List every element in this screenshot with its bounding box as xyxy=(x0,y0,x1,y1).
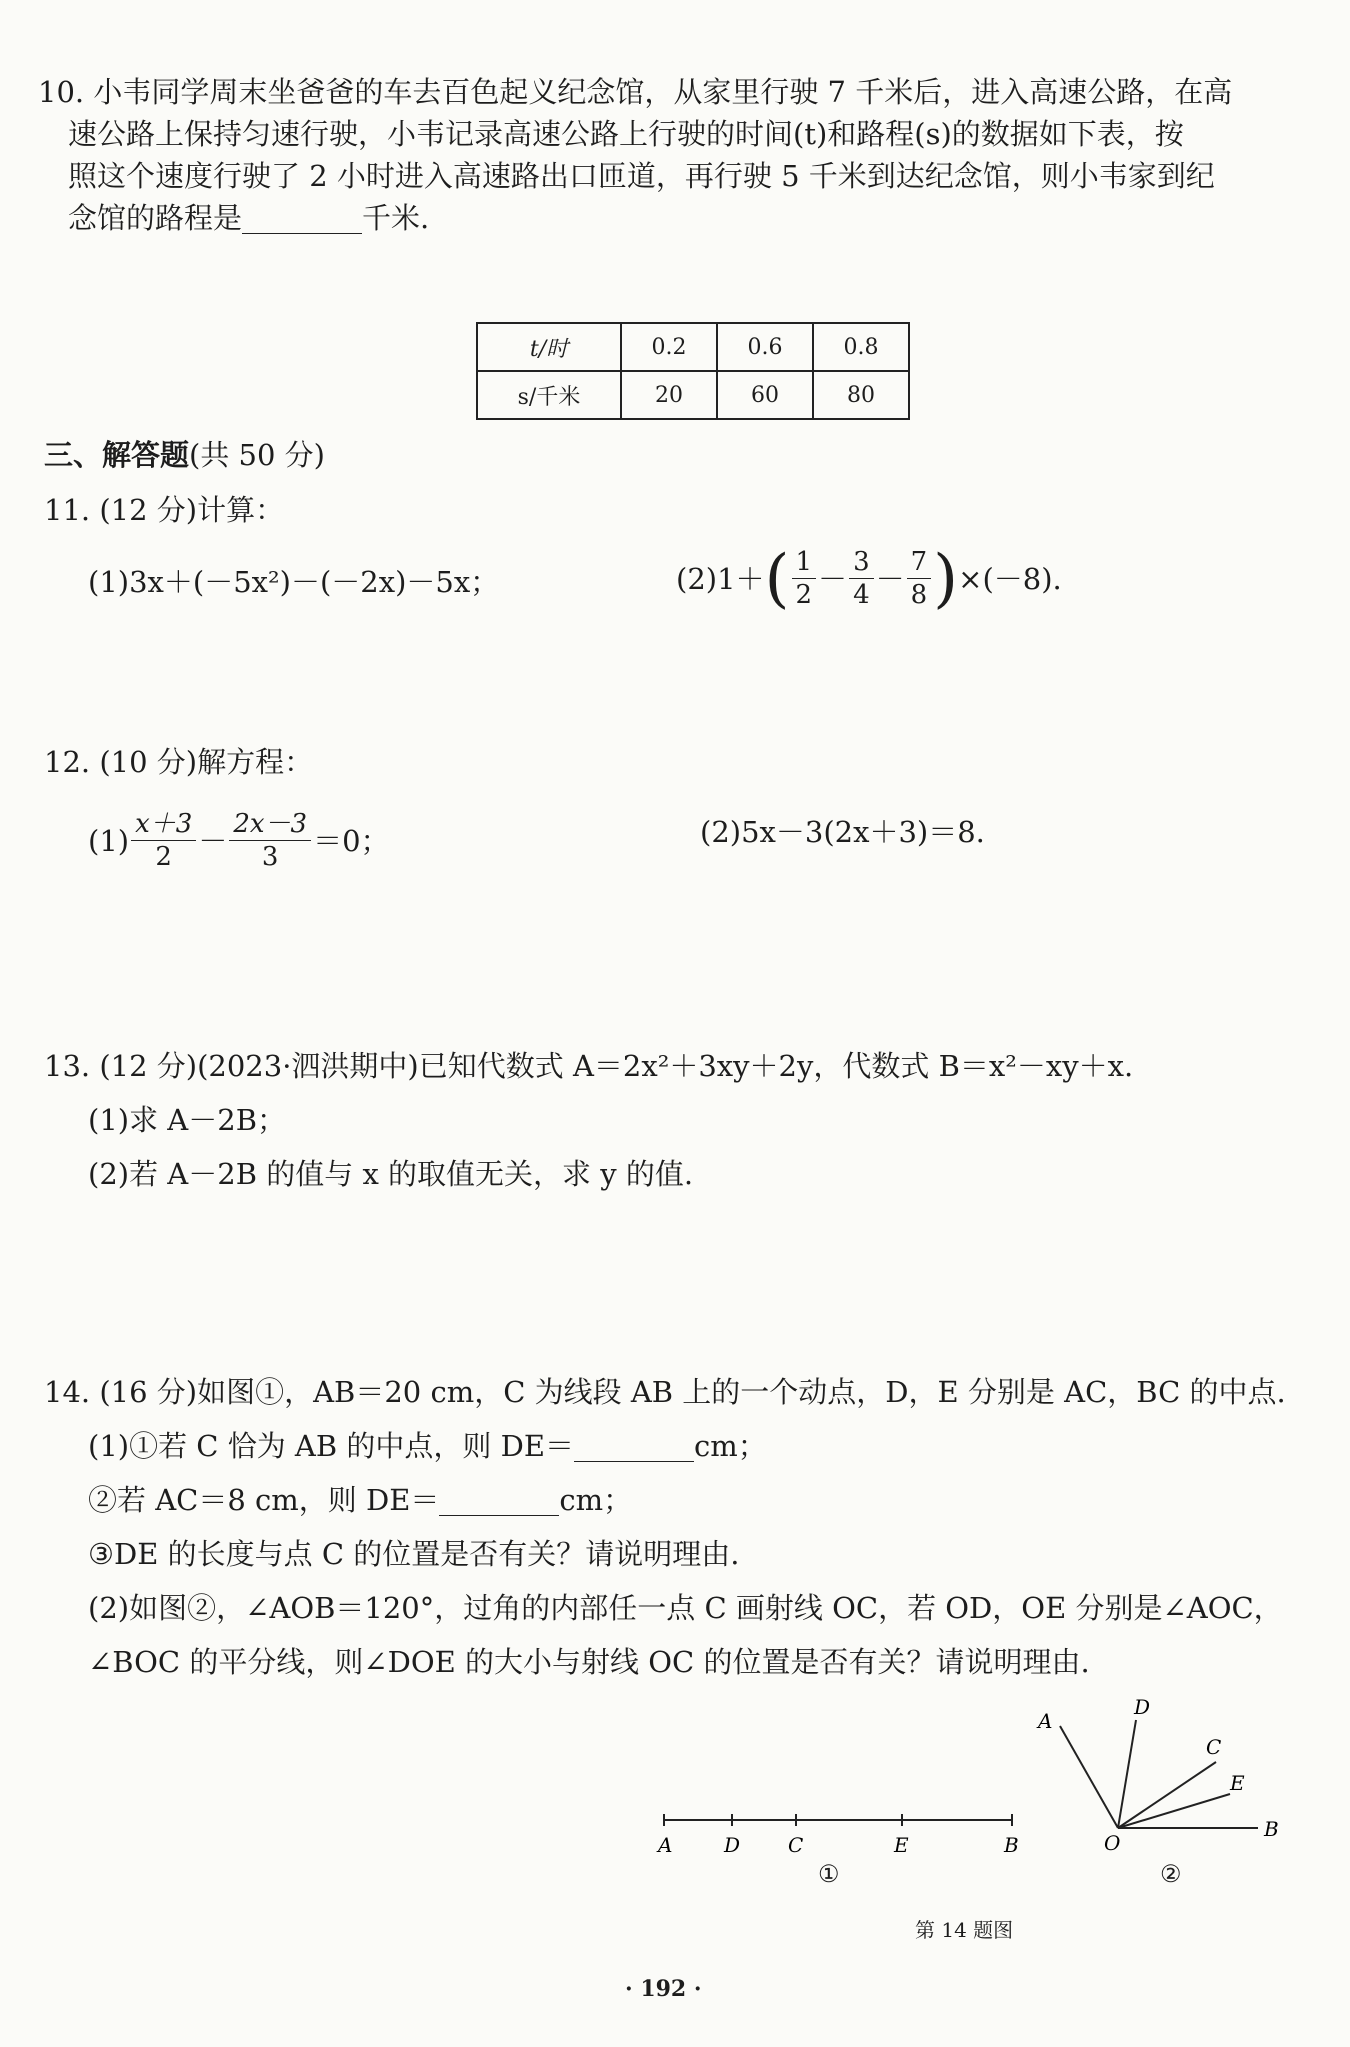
fraction-numerator: 7 xyxy=(907,546,932,579)
label-d: D xyxy=(724,1833,741,1857)
label-b: B xyxy=(1004,1833,1019,1857)
fraction-numerator: 1 xyxy=(792,546,817,579)
fraction-numerator: 2x－3 xyxy=(229,808,311,841)
table-cell: 20 xyxy=(621,371,717,419)
right-paren: ) xyxy=(933,541,959,616)
q12-part1-suffix: ＝0； xyxy=(313,823,390,858)
table-cell: 0.2 xyxy=(621,323,717,371)
fraction-numerator: x＋3 xyxy=(131,808,196,841)
q14-stem: 14. (16 分)如图①，AB＝20 cm，C 为线段 AB 上的一个动点，D，E 分别是 AC，BC 的中点. xyxy=(44,1375,1286,1409)
figure-caption: 第 14 题图 xyxy=(915,1918,1014,1942)
table-cell: 0.8 xyxy=(813,323,909,371)
q12-part1 xyxy=(88,808,390,873)
minus-sign: － xyxy=(818,561,848,596)
fraction xyxy=(907,546,932,611)
q13-part1: (1)求 A－2B； xyxy=(88,1103,287,1137)
q14-part1a xyxy=(88,1426,767,1466)
q10-line2: 速公路上保持匀速行驶，小韦记录高速公路上行驶的时间(t)和路程(s)的数据如下表，按 xyxy=(68,117,1184,151)
label-o: O xyxy=(1104,1831,1121,1855)
label-c: C xyxy=(1206,1735,1222,1759)
table-header-t: t/时 xyxy=(477,323,621,371)
ray-oc xyxy=(1118,1762,1216,1828)
left-paren: ( xyxy=(764,541,790,616)
q12-part2: (2)5x－3(2x＋3)＝8. xyxy=(700,815,985,849)
minus-sign: － xyxy=(198,823,228,858)
q12-stem: 12. (10 分)解方程： xyxy=(44,745,314,779)
q11-stem: 11. (12 分)计算： xyxy=(44,493,285,527)
q10-data-table xyxy=(476,322,910,420)
fraction xyxy=(131,808,196,873)
q10-line4-prefix: 念馆的路程是 xyxy=(68,201,243,235)
label-a: A xyxy=(658,1833,673,1857)
ray-oa xyxy=(1060,1726,1118,1828)
q10-line4 xyxy=(68,198,429,238)
q14-part2-line2: ∠BOC 的平分线，则∠DOE 的大小与射线 OC 的位置是否有关？请说明理由. xyxy=(88,1645,1090,1679)
q14-part2-line1: (2)如图②，∠AOB＝120°，过角的内部任一点 C 画射线 OC，若 OD，OE 分别是∠AOC， xyxy=(88,1591,1283,1625)
page-number: · 192 · xyxy=(625,1976,702,2002)
table-header-s: s/千米 xyxy=(477,371,621,419)
q11-part2 xyxy=(676,541,1062,616)
q11-part2-prefix: (2)1＋ xyxy=(676,561,765,596)
table-cell: 60 xyxy=(717,371,813,419)
q14-answer-blank-2[interactable] xyxy=(439,1485,559,1516)
fraction-denominator: 4 xyxy=(853,580,870,610)
figure-1-caption: ① xyxy=(818,1860,840,1888)
q12-part1-prefix: (1) xyxy=(88,823,130,858)
label-b: B xyxy=(1264,1817,1279,1841)
section-3-heading xyxy=(44,435,325,475)
q14-part1a-suffix: cm； xyxy=(694,1429,767,1463)
table-cell: 80 xyxy=(813,371,909,419)
table-row xyxy=(477,323,909,371)
q11-part1: (1)3x＋(－5x²)－(－2x)－5x； xyxy=(88,565,500,599)
q10-line1: 10. 小韦同学周末坐爸爸的车去百色起义纪念馆，从家里行驶 7 千米后，进入高速公路，在高 xyxy=(38,75,1233,109)
q14-answer-blank-1[interactable] xyxy=(574,1431,694,1462)
q10-line4-suffix: 千米. xyxy=(362,201,430,235)
fraction xyxy=(792,546,817,611)
label-a: A xyxy=(1038,1709,1053,1733)
q14-part1a-prefix: (1)①若 C 恰为 AB 的中点，则 DE＝ xyxy=(88,1429,575,1463)
figure-2-angle xyxy=(1030,1690,1320,1860)
fraction xyxy=(849,546,874,611)
q11-part2-suffix: ×(－8). xyxy=(958,561,1062,596)
table-cell: 0.6 xyxy=(717,323,813,371)
ray-oe xyxy=(1118,1794,1230,1828)
label-e: E xyxy=(894,1833,909,1857)
section-3-title: 三、解答题 xyxy=(44,438,190,472)
section-3-note: (共 50 分) xyxy=(189,438,325,472)
fraction xyxy=(229,808,311,873)
figure-2-caption: ② xyxy=(1160,1860,1182,1888)
q10-line3: 照这个速度行驶了 2 小时进入高速路出口匝道，再行驶 5 千米到达纪念馆，则小韦家到纪 xyxy=(68,159,1215,193)
label-c: C xyxy=(788,1833,804,1857)
q14-part1b xyxy=(88,1480,632,1520)
fraction-denominator: 3 xyxy=(261,842,279,872)
fraction-denominator: 8 xyxy=(910,580,928,610)
ray-od xyxy=(1118,1720,1136,1828)
fraction-denominator: 2 xyxy=(155,842,172,872)
q10-answer-blank[interactable] xyxy=(242,203,362,234)
label-d: D xyxy=(1134,1695,1151,1719)
table-row xyxy=(477,371,909,419)
fraction-numerator: 3 xyxy=(849,546,874,579)
q14-part1b-prefix: ②若 AC＝8 cm，则 DE＝ xyxy=(88,1483,440,1517)
fraction-denominator: 2 xyxy=(795,580,813,610)
label-e: E xyxy=(1230,1771,1245,1795)
q13-stem: 13. (12 分)(2023·泗洪期中)已知代数式 A＝2x²＋3xy＋2y，代数式 B＝x²－xy＋x. xyxy=(44,1049,1134,1083)
figure-1-segment xyxy=(640,1790,1040,1890)
q14-part1b-suffix: cm； xyxy=(559,1483,633,1517)
q14-part1c: ③DE 的长度与点 C 的位置是否有关？请说明理由. xyxy=(88,1537,740,1571)
q13-part2: (2)若 A－2B 的值与 x 的取值无关，求 y 的值. xyxy=(88,1157,694,1191)
minus-sign: － xyxy=(875,561,905,596)
